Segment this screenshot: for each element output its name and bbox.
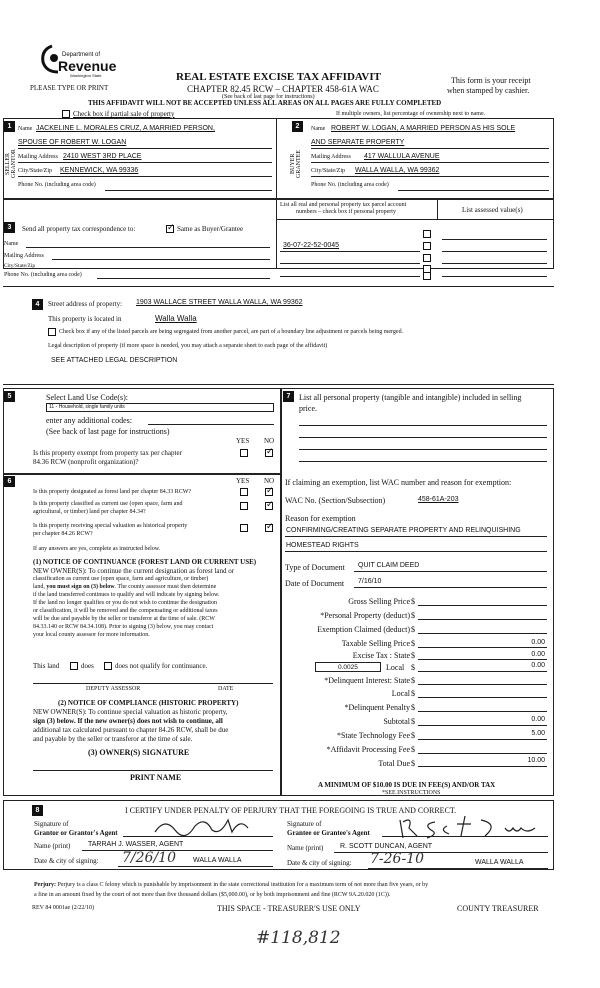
buyer-side-label: BUYER GRANTEE xyxy=(290,150,302,178)
if-any-yes: If any answers are yes, complete as instructed below. xyxy=(33,546,161,552)
land-use-see-back: (See back of last page for instructions) xyxy=(46,427,170,436)
state-tax-label: Excise Tax : State xyxy=(352,651,410,660)
seller-mail[interactable]: 2410 WEST 3RD PLACE xyxy=(63,153,142,160)
perjury-label: Perjury: xyxy=(34,882,56,888)
s3-mail-label: Mailing Address xyxy=(4,253,44,259)
partial-sale-checkbox[interactable] xyxy=(62,110,70,118)
buyer-phone-label: Phone No. (including area code) xyxy=(311,182,389,188)
parcel-4-personal-checkbox[interactable] xyxy=(423,272,431,280)
parcel-1-personal-checkbox[interactable] xyxy=(423,242,431,250)
doc-date[interactable]: 7/16/10 xyxy=(358,578,382,585)
current-use-yes-checkbox[interactable] xyxy=(240,502,248,510)
cont3-b: you must sign on (3) below xyxy=(46,584,115,590)
delinq-local-label: Local xyxy=(391,689,410,698)
section-2-number: 2 xyxy=(292,121,303,132)
legal-label: Legal description of property (if more space is needed, you may attach a separate sheet to each page of the affidavit) xyxy=(48,343,328,349)
legal-description[interactable]: SEE ATTACHED LEGAL DESCRIPTION xyxy=(51,357,178,364)
cont3-a: land, xyxy=(33,584,47,590)
land-use-value: 11 - Household, single family units xyxy=(49,404,125,410)
grantee-name[interactable]: R. SCOTT DUNCAN, AGENT xyxy=(340,843,433,850)
parcel-0-personal-checkbox[interactable] xyxy=(423,230,431,238)
handwritten-number: #118,812 xyxy=(256,928,341,948)
send-correspondence-label: Send all property tax correspondence to: xyxy=(22,225,136,233)
logo-department: Department of xyxy=(62,52,101,58)
parcel-number-1[interactable]: 36-07-22-52-0045 xyxy=(283,242,340,249)
compliance-text-4: and payable by the seller or transferor at the time of sale. xyxy=(33,735,193,743)
current-use-q-1: Is this property classified as current use (open space, farm and xyxy=(33,501,183,507)
type-or-print: PLEASE TYPE OR PRINT xyxy=(30,84,109,92)
historic-q-1: Is this property receiving special valuation as historical property xyxy=(33,523,188,529)
grantor-city[interactable]: WALLA WALLA xyxy=(193,857,242,864)
perjury-text-1: Perjury is a class C felony which is punishable by imprisonment in the state correctional institution for a maximum term of not more than five years, or by xyxy=(57,882,429,888)
exempt-no-checkbox[interactable] xyxy=(265,449,273,457)
additional-codes-label: enter any additional codes: xyxy=(46,416,132,425)
continuance-text-9: your local county assessor for more information. xyxy=(33,632,150,638)
see-instructions: *SEE INSTRUCTIONS xyxy=(382,790,441,796)
same-as-buyer-label: Same as Buyer/Grantee xyxy=(177,225,244,233)
parcel-header-1: List all real and personal property tax parcel account xyxy=(280,202,407,208)
doc-type[interactable]: QUIT CLAIM DEED xyxy=(358,562,420,569)
affidavit-fee-label: *Affidavit Processing Fee xyxy=(326,745,410,754)
total-dollar: $ xyxy=(411,759,415,768)
forest-no-checkbox[interactable] xyxy=(265,488,273,496)
parcel-header-2: numbers – check box if personal property xyxy=(296,209,396,215)
grantee-city[interactable]: WALLA WALLA xyxy=(475,859,524,866)
exemption-label: If claiming an exemption, list WAC number and reason for exemption: xyxy=(285,478,512,487)
historic-yes-checkbox[interactable] xyxy=(240,524,248,532)
exempt-q-1: Is this property exempt from property tax per chapter xyxy=(33,449,182,457)
reason-label: Reason for exemption xyxy=(285,514,356,523)
land-use-select[interactable] xyxy=(46,403,274,412)
grantor-date[interactable]: 7/26/10 xyxy=(122,850,176,866)
historic-no-checkbox[interactable] xyxy=(265,524,273,532)
local-rate: 0.0025 xyxy=(338,664,358,671)
seller-name[interactable]: JACKELINE L. MORALES CRUZ, A MARRIED PERSON, xyxy=(36,125,215,132)
personal-property-label-2: price. xyxy=(299,404,317,413)
same-as-buyer-checkbox[interactable] xyxy=(166,225,174,233)
tech-dollar: $ xyxy=(411,731,415,740)
s5-no: NO xyxy=(264,437,275,445)
warning: THIS AFFIDAVIT WILL NOT BE ACCEPTED UNLESS ALL AREAS ON ALL PAGES ARE FULLY COMPLETED xyxy=(88,99,442,107)
compliance-text-2: sign (3) below. If the new owner(s) does not wish to continue, all xyxy=(33,717,223,725)
grantee-date[interactable]: 7-26-10 xyxy=(370,851,424,867)
certify-statement: I CERTIFY UNDER PENALTY OF PERJURY THAT THE FOREGOING IS TRUE AND CORRECT. xyxy=(125,806,457,815)
chapter-line: CHAPTER 82.45 RCW – CHAPTER 458-61A WAC xyxy=(187,84,379,94)
does-checkbox[interactable] xyxy=(70,662,78,670)
taxable-value[interactable]: 0.00 xyxy=(531,639,545,646)
s3-city-label: City/State/Zip xyxy=(4,263,36,269)
minimum-note: A MINIMUM OF $10.00 IS DUE IN FEE(S) AND/OR TAX xyxy=(318,781,496,789)
local-dollar: $ xyxy=(411,663,415,672)
tech-fee-value[interactable]: 5.00 xyxy=(531,730,545,737)
form-title: REAL ESTATE EXCISE TAX AFFIDAVIT xyxy=(176,71,381,83)
wac-number[interactable]: 458-61A-203 xyxy=(418,496,459,503)
delinq-state-label: *Delinquent Interest: State xyxy=(324,676,410,685)
grantee-agent-label: Grantee or Grantee's Agent xyxy=(287,829,370,837)
seller-phone-label: Phone No. (including area code) xyxy=(18,182,96,188)
total-due-value[interactable]: 10.00 xyxy=(527,757,545,764)
grantee-signature[interactable] xyxy=(395,812,545,840)
multiple-owners-note: If multiple owners, list percentage of ownership next to name. xyxy=(336,111,486,117)
state-dollar: $ xyxy=(411,651,415,660)
compliance-text-1: NEW OWNER(S): To continue special valuation as historic property, xyxy=(33,708,228,716)
forest-question: Is this property designated as forest land per chapter 84.33 RCW? xyxy=(33,489,192,495)
subtotal-dollar: $ xyxy=(411,717,415,726)
local-tax-value[interactable]: 0.00 xyxy=(531,662,545,669)
deputy-assessor-label: DEPUTY ASSESSOR xyxy=(86,686,141,692)
s3-name-label: Name xyxy=(4,241,19,247)
see-back-note: (See back of last page for instructions) xyxy=(222,94,315,100)
taxable-dollar: $ xyxy=(411,639,415,648)
continuance-text-7: will be due and payable by the seller or transferor at the time of sale. (RCW xyxy=(33,616,215,622)
segregated-checkbox[interactable] xyxy=(48,328,56,336)
logo-revenue: Revenue xyxy=(58,58,117,74)
section-7-number: 7 xyxy=(283,391,294,402)
personal-property-label-1: List all personal property (tangible and intangible) included in selling xyxy=(299,393,522,402)
buyer-city-label: City/State/Zip xyxy=(311,168,345,174)
seller-city-label: City/State/Zip xyxy=(18,168,52,174)
cont3-c: . The county assessor must then determine xyxy=(114,584,217,590)
continuance-title: (1) NOTICE OF CONTINUANCE (FOREST LAND OR CURRENT USE) xyxy=(33,558,257,566)
personal-deduct-label: *Personal Property (deduct) xyxy=(320,611,410,620)
local-tax-label: Local xyxy=(386,663,405,672)
s6-no: NO xyxy=(264,477,275,485)
s5-yes: YES xyxy=(236,437,250,445)
logo-state: Washington State xyxy=(70,73,102,78)
located-county[interactable]: Walla Walla xyxy=(155,314,197,323)
delinq-state-dollar: $ xyxy=(411,676,415,685)
continuance-text-3 xyxy=(33,584,216,590)
gross-label: Gross Selling Price xyxy=(348,597,410,606)
seller-side-label: SELLER GRANTOR xyxy=(5,149,17,179)
does-not-label: does not qualify for continuance. xyxy=(115,662,208,670)
county-treasurer: COUNTY TREASURER xyxy=(457,904,539,913)
taxable-label: Taxable Selling Price xyxy=(341,639,410,648)
tech-fee-label: *State Technology Fee xyxy=(336,731,410,740)
grantor-date-label: Date & city of signing: xyxy=(34,857,99,865)
buyer-mail-label: Mailing Address xyxy=(311,154,351,160)
receipt-line-2: when stamped by cashier. xyxy=(447,86,530,95)
historic-q-2: per chapter 84.26 RCW? xyxy=(33,531,93,537)
continuance-text-6: or classification, it will be removed and the compensating or additional taxes xyxy=(33,608,218,614)
penalty-dollar: $ xyxy=(411,703,415,712)
current-use-q-2: agricultural, or timber) land per chapter 84.34? xyxy=(33,509,146,515)
exempt-yes-checkbox[interactable] xyxy=(240,449,248,457)
land-use-label: Select Land Use Code(s): xyxy=(46,393,128,402)
reason-line-1[interactable]: CONFIRMING/CREATING SEPARATE PROPERTY AND RELINQUISHING xyxy=(286,527,521,534)
reason-line-2[interactable]: HOMESTEAD RIGHTS xyxy=(286,542,359,549)
does-not-checkbox[interactable] xyxy=(104,662,112,670)
delinq-penalty-label: *Delinquent Penalty xyxy=(344,703,410,712)
total-label: Total Due xyxy=(378,759,410,768)
subtotal-label: Subtotal xyxy=(383,717,410,726)
grantee-date-label: Date & city of signing: xyxy=(287,859,352,867)
grantor-agent-label: Grantor or Grantor's Agent xyxy=(34,829,118,837)
section-3-number: 3 xyxy=(4,222,15,233)
treasurer-space: THIS SPACE - TREASURER'S USE ONLY xyxy=(217,904,361,913)
grantor-name-print-label: Name (print) xyxy=(34,842,71,850)
buyer-name-label: Name xyxy=(311,126,326,132)
current-use-no-checkbox[interactable] xyxy=(265,502,273,510)
section-5-number: 5 xyxy=(4,391,15,402)
continuance-text-2: classification as current use (open space, farm and agriculture, or timber) xyxy=(33,576,209,582)
section-4-number: 4 xyxy=(32,299,43,310)
continuance-text-4: if the land transferred continues to qualify and will indicate by signing below. xyxy=(33,592,220,598)
partial-sale-label: Check box if partial sale of property xyxy=(73,110,175,118)
gross-dollar: $ xyxy=(411,597,415,606)
street-address[interactable]: 1903 WALLACE STREET WALLA WALLA, WA 99362 xyxy=(136,299,303,306)
street-label: Street address of property: xyxy=(48,300,123,308)
forest-yes-checkbox[interactable] xyxy=(240,488,248,496)
grantor-sig-of: Signature of xyxy=(34,820,69,828)
form-number: REV 84 0001ae (2/22/10) xyxy=(32,905,95,911)
doc-date-label: Date of Document xyxy=(285,579,345,588)
affidavit-dollar: $ xyxy=(411,745,415,754)
continuance-text-1: NEW OWNER(S): To continue the current designation as forest land or xyxy=(33,567,235,575)
section-6-number: 6 xyxy=(4,476,15,487)
section-1-number: 1 xyxy=(4,121,15,132)
s3-phone-label: Phone No. (including area code) xyxy=(4,272,82,278)
s6-yes: YES xyxy=(236,477,250,485)
segregated-label: Check box if any of the listed parcels are being segregated from another parcel, are part of a boundary line adjustment or parcels being merged. xyxy=(59,329,404,335)
compliance-text-3: additional tax calculated pursuant to chapter 84.26 RCW, shall be due xyxy=(33,726,229,734)
local-rate-box[interactable] xyxy=(315,662,381,672)
grantee-sig-of: Signature of xyxy=(287,820,322,828)
deputy-date-label: DATE xyxy=(218,686,234,692)
section-8-number: 8 xyxy=(32,805,43,816)
exemption-dollar: $ xyxy=(411,625,415,634)
receipt-line-1: This form is your receipt xyxy=(451,76,531,85)
seller-name-label: Name xyxy=(18,126,33,132)
personal-dollar: $ xyxy=(411,611,415,620)
delinq-local-dollar: $ xyxy=(411,689,415,698)
subtotal-value[interactable]: 0.00 xyxy=(531,716,545,723)
wac-label: WAC No. (Section/Subsection) xyxy=(285,496,386,505)
perjury-line-1 xyxy=(34,882,428,888)
grantor-name[interactable]: TARRAH J. WASSER, AGENT xyxy=(88,841,184,848)
continuance-text-5: If the land no longer qualifies or you do not wish to continue the designation xyxy=(33,600,217,606)
land-does-label: This land xyxy=(33,662,60,670)
buyer-mail[interactable]: 417 WALLULA AVENUE xyxy=(364,153,440,160)
exemption-deduct-label: Exemption Claimed (deduct) xyxy=(317,625,410,634)
parcel-2-personal-checkbox[interactable] xyxy=(423,254,431,262)
continuance-text-8: 84.33.140 or RCW 84.34.108). Prior to signing (3) below, you may contact xyxy=(33,624,214,630)
doc-type-label: Type of Document xyxy=(285,563,345,572)
grantor-signature[interactable] xyxy=(150,812,260,838)
located-label: This property is located in xyxy=(48,315,122,323)
compliance-title: (2) NOTICE OF COMPLIANCE (HISTORIC PROPERTY) xyxy=(58,699,239,707)
print-name-label: PRINT NAME xyxy=(130,773,182,782)
buyer-name-2[interactable]: AND SEPARATE PROPERTY xyxy=(311,139,405,146)
logo xyxy=(38,42,117,78)
seller-mail-label: Mailing Address xyxy=(18,154,58,160)
buyer-city[interactable]: WALLA WALLA, WA 99362 xyxy=(355,167,440,174)
state-tax-value[interactable]: 0.00 xyxy=(531,651,545,658)
exempt-q-2: 84.36 RCW (nonprofit organization)? xyxy=(33,458,139,466)
perjury-line-2: a fine in an amount fixed by the court of not more than five thousand dollars ($5,000.00), or by both imprisonment and fine (RCW 9A.20.020 (1C)). xyxy=(34,892,391,898)
owner-signature-label: (3) OWNER(S) SIGNATURE xyxy=(88,748,190,757)
grantee-name-print-label: Name (print) xyxy=(287,844,324,852)
seller-name-2[interactable]: SPOUSE OF ROBERT W. LOGAN xyxy=(18,139,127,146)
does-label: does xyxy=(81,662,94,670)
buyer-name[interactable]: ROBERT W. LOGAN, A MARRIED PERSON AS HIS SOLE xyxy=(331,125,516,132)
assessed-header: List assessed value(s) xyxy=(462,206,523,214)
seller-city[interactable]: KENNEWICK, WA 99336 xyxy=(60,167,139,174)
